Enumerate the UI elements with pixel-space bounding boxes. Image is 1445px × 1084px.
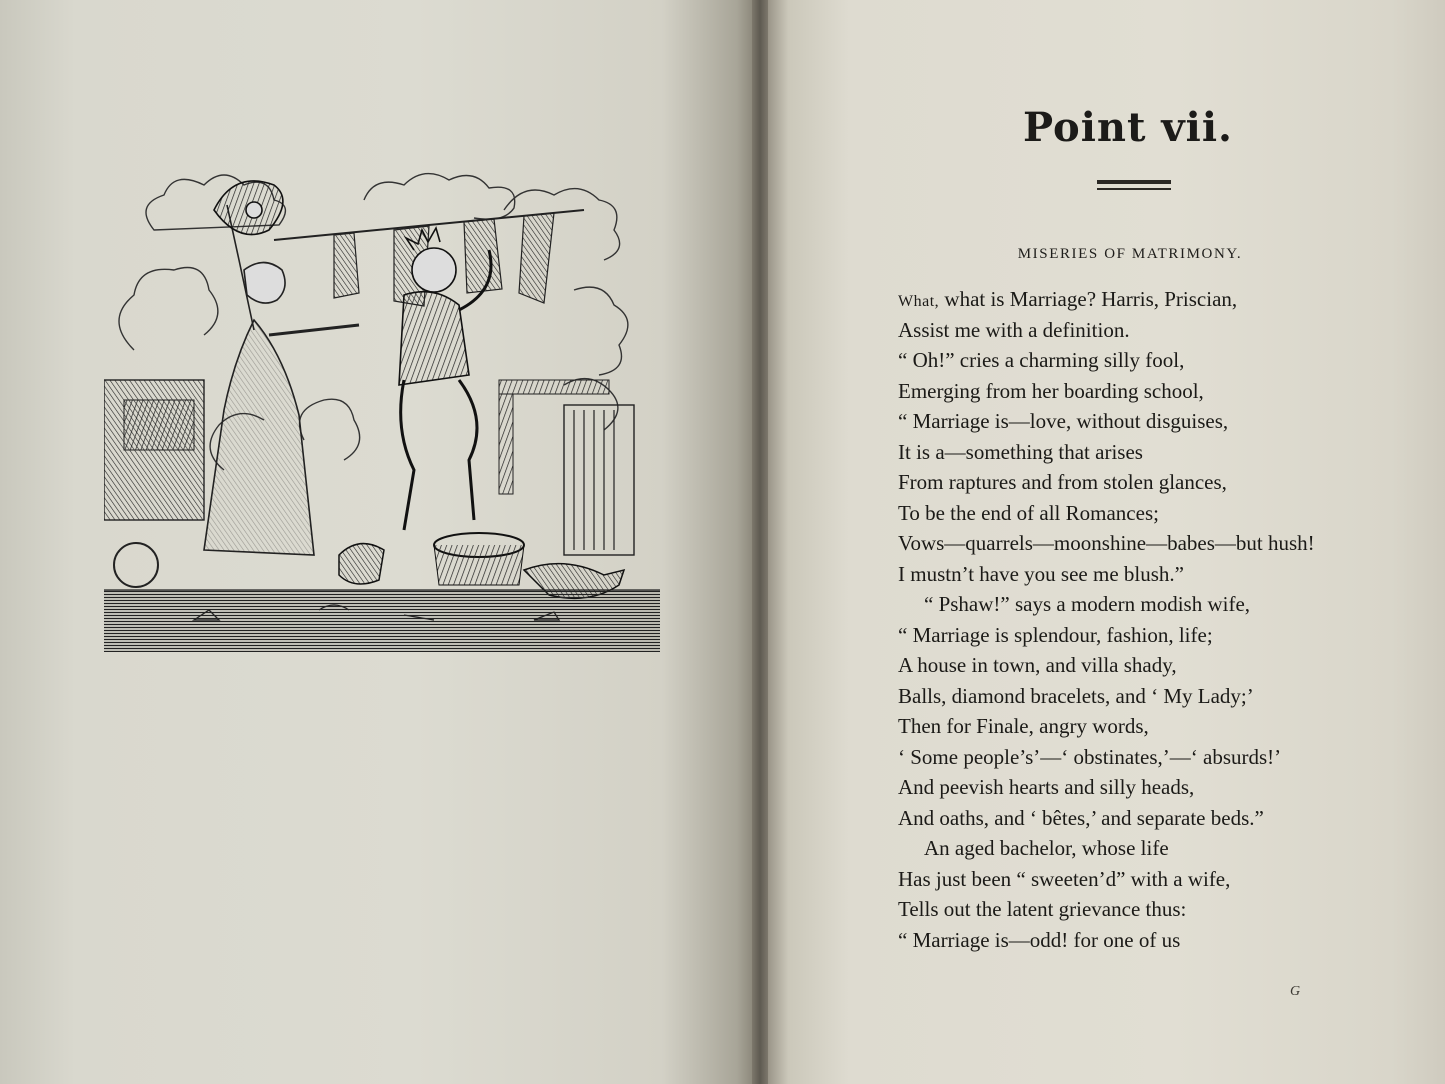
poem-line: From raptures and from stolen glances, xyxy=(898,470,1227,494)
poem-line: And peevish hearts and silly heads, xyxy=(898,775,1195,799)
poem-line: “ Marriage is—love, without disguises, xyxy=(898,409,1229,433)
poem-line: An aged bachelor, whose life xyxy=(924,836,1169,860)
poem-line: ‘ Some people’s’—‘ obstinates,’—‘ absurds!’ xyxy=(898,744,1282,769)
poem-line: Tells out the latent grievance thus: xyxy=(898,897,1187,921)
poem-line: It is a—something that arises xyxy=(898,439,1143,464)
poem-line xyxy=(898,284,1418,315)
poem-line: “ Marriage is—odd! for one of us xyxy=(898,927,1181,952)
poem-line: I mustn’t have you see me blush.” xyxy=(898,561,1184,586)
poem-line: Then for Finale, angry words, xyxy=(898,714,1149,738)
poem-line: “ Pshaw!” says a modern modish wife, xyxy=(924,592,1251,616)
poem-line: “ Marriage is splendour, fashion, life; xyxy=(898,622,1213,647)
illustration-drawing xyxy=(104,170,660,652)
poem-line: “ Oh!” cries a charming silly fool, xyxy=(898,348,1185,372)
poem-line: Vows—quarrels—moonshine—babes—but hush! xyxy=(898,531,1315,555)
poem-line: And oaths, and ‘ bêtes,’ and separate beds.” xyxy=(898,805,1264,830)
poem-text xyxy=(898,284,1418,955)
chapter-heading: Point vii. xyxy=(1023,104,1233,151)
signature-mark: G xyxy=(1290,984,1301,999)
heading-rule-thin xyxy=(1097,188,1171,190)
poem-line: To be the end of all Romances; xyxy=(898,500,1159,525)
chapter-subtitle: MISERIES OF MATRIMONY. xyxy=(1017,246,1243,262)
engraved-illustration xyxy=(104,170,660,652)
poem-first-word: What, xyxy=(898,293,940,310)
poem-first-line-rest: what is Marriage? Harris, Priscian, xyxy=(939,287,1238,311)
poem-line: Balls, diamond bracelets, and ‘ My Lady;’ xyxy=(898,683,1254,708)
heading-rule xyxy=(1097,180,1171,184)
poem-line: Assist me with a definition. xyxy=(898,317,1130,342)
poem-line: Emerging from her boarding school, xyxy=(898,378,1204,403)
book-gutter xyxy=(752,0,768,1084)
poem-line: Has just been “ sweeten’d” with a wife, xyxy=(898,866,1231,891)
poem-line: A house in town, and villa shady, xyxy=(898,653,1177,677)
